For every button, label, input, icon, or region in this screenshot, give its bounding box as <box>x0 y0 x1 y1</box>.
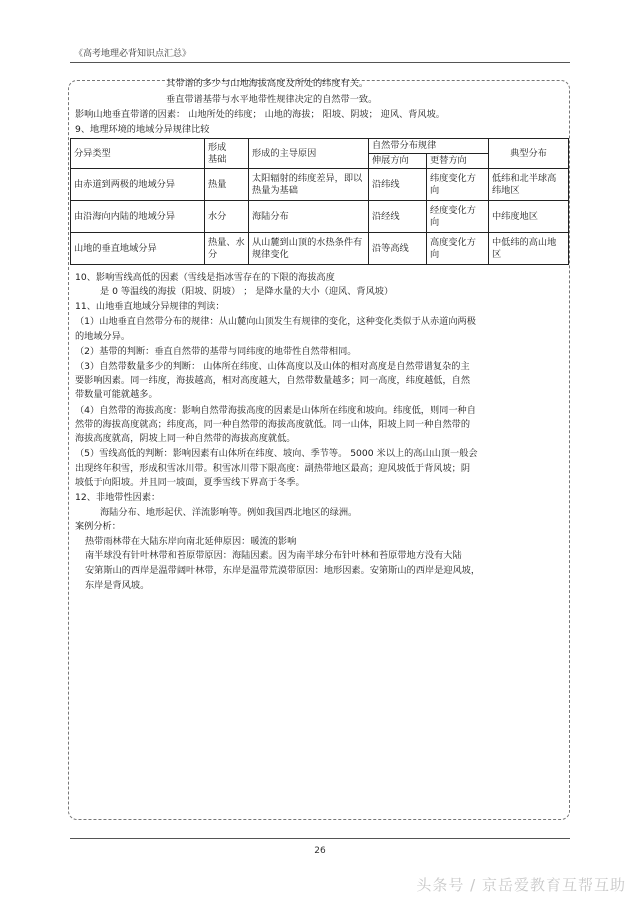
header-extension: 伸展方向 <box>369 154 427 169</box>
cell-basis: 热量、水分 <box>205 233 249 265</box>
table-row <box>71 201 569 233</box>
header-distribution: 自然带分布规律 <box>369 139 489 154</box>
cell-basis: 热量 <box>205 169 249 201</box>
text-line: 出现终年积雪，形成积雪冰川带。积雪冰川带下限高度：副热带地区最高；迎风坡低于背风坡；阴 <box>75 463 471 474</box>
section-heading: 案例分析： <box>75 521 121 532</box>
page-number: 26 <box>314 846 326 856</box>
text-line: 海拔高度就高，阴坡上同一种自然带的海拔高度就低。 <box>75 433 296 444</box>
text-line: （1）山地垂直自然带分布的规律：从山麓向山顶发生有规律的变化，这种变化类似于从赤道向两极 <box>75 316 476 327</box>
table-row <box>71 233 569 265</box>
cell-typical: 中低纬的高山地区 <box>489 233 569 265</box>
text-line: 影响山地垂直带谱的因素： 山地所处的纬度； 山地的海拔； 阳坡、阴坡； 迎风、背风坡。 <box>75 109 445 120</box>
header-cause: 形成的主导原因 <box>249 139 369 169</box>
table-row <box>71 169 569 201</box>
text-line: 是 0 等温线的海拔（阳坡、阴坡） ； 是降水量的大小（迎风、背风坡） <box>100 286 394 297</box>
text-line: （5）雪线高低的判断：影响因素有山体所在纬度、坡向、季节等。 5000 米以上的高山山顶一般会 <box>75 448 478 459</box>
section-heading: 9、地理环境的地域分异规律比较 <box>75 124 210 135</box>
text-line: 海陆分布、地形起伏、洋流影响等。例如我国西北地区的绿洲。 <box>100 507 358 518</box>
text-line: （2）基带的判断：垂直自然带的基带与同纬度的地带性自然带相同。 <box>75 346 357 357</box>
text-line: 垂直带谱基带与水平地带性规律决定的自然带一致。 <box>166 94 378 105</box>
header-basis: 形成 基础 <box>205 139 249 169</box>
header-rule <box>70 62 570 63</box>
cell-extension: 沿经线 <box>369 201 427 233</box>
section-heading: 10、影响雪线高低的因素（雪线是指冰雪存在的下限的海拔高度 <box>75 272 335 283</box>
cell-cause: 太阳辐射的纬度差异，即以热量为基础 <box>249 169 369 201</box>
text-line: 东岸是背风坡。 <box>85 580 150 591</box>
text-line: 热带雨林带在大陆东岸向南北延伸原因：暖流的影响 <box>85 536 297 547</box>
cell-typical: 低纬和北半球高纬地区 <box>489 169 569 201</box>
watermark: 头条号 / 京岳爱教育互帮互助 <box>416 876 626 894</box>
cell-basis: 水分 <box>205 201 249 233</box>
cell-type: 由沿海向内陆的地域分异 <box>71 201 205 233</box>
cell-extension: 沿纬线 <box>369 169 427 201</box>
cell-cause: 海陆分布 <box>249 201 369 233</box>
header-replacement: 更替方向 <box>427 154 489 169</box>
zonal-differentiation-table <box>70 138 569 265</box>
text-line: 安第斯山的西岸是温带阔叶林带，东岸是温带荒漠带原因：地形因素。安第斯山的西岸是迎风坡， <box>85 565 481 576</box>
cell-type: 山地的垂直地域分异 <box>71 233 205 265</box>
section-heading: 12、非地带性因素： <box>75 492 161 503</box>
text-line: 带数量可能就越多。 <box>75 389 158 400</box>
cell-replacement: 经度变化方向 <box>427 201 489 233</box>
section-heading: 11、山地垂直地域分异规律的判读： <box>75 301 225 312</box>
cell-extension: 沿等高线 <box>369 233 427 265</box>
text-line: 要影响因素。同一纬度，海拔越高，相对高度越大，自然带数量越多；同一高度，纬度越低，自然 <box>75 375 471 386</box>
header-typical: 典型分布 <box>489 139 569 169</box>
text-line: 其带谱的多少与山地海拔高度及所处的纬度有关。 <box>166 78 369 89</box>
cell-replacement: 纬度变化方向 <box>427 169 489 201</box>
text-line: 南半球没有针叶林带和苔原带原因：海陆因素。因为南半球分布针叶林和苔原带地方没有大陆 <box>85 550 462 561</box>
footer-rule <box>70 838 570 839</box>
cell-replacement: 高度变化方向 <box>427 233 489 265</box>
cell-type: 由赤道到两极的地域分异 <box>71 169 205 201</box>
header-type: 分异类型 <box>71 139 205 169</box>
text-line: （4）自然带的海拔高度：影响自然带海拔高度的因素是山体所在纬度和坡向。纬度低，则同一种自 <box>75 405 476 416</box>
text-line: 然带的海拔高度就高；纬度高，同一种自然带的海拔高度就低。同一山体，阳坡上同一种自然带的 <box>75 419 471 430</box>
cell-typical: 中纬度地区 <box>489 201 569 233</box>
text-line: （3）自然带数量多少的判断： 山体所在纬度、山体高度以及山体的相对高度是自然带谱复杂的主 <box>75 361 470 372</box>
page-header-title: 《高考地理必背知识点汇总》 <box>74 49 192 59</box>
text-line: 坡低于向阳坡。并且同一坡面，夏季雪线下界高于冬季。 <box>75 477 305 488</box>
cell-cause: 从山麓到山顶的水热条件有规律变化 <box>249 233 369 265</box>
text-line: 的地域分异。 <box>75 331 131 342</box>
